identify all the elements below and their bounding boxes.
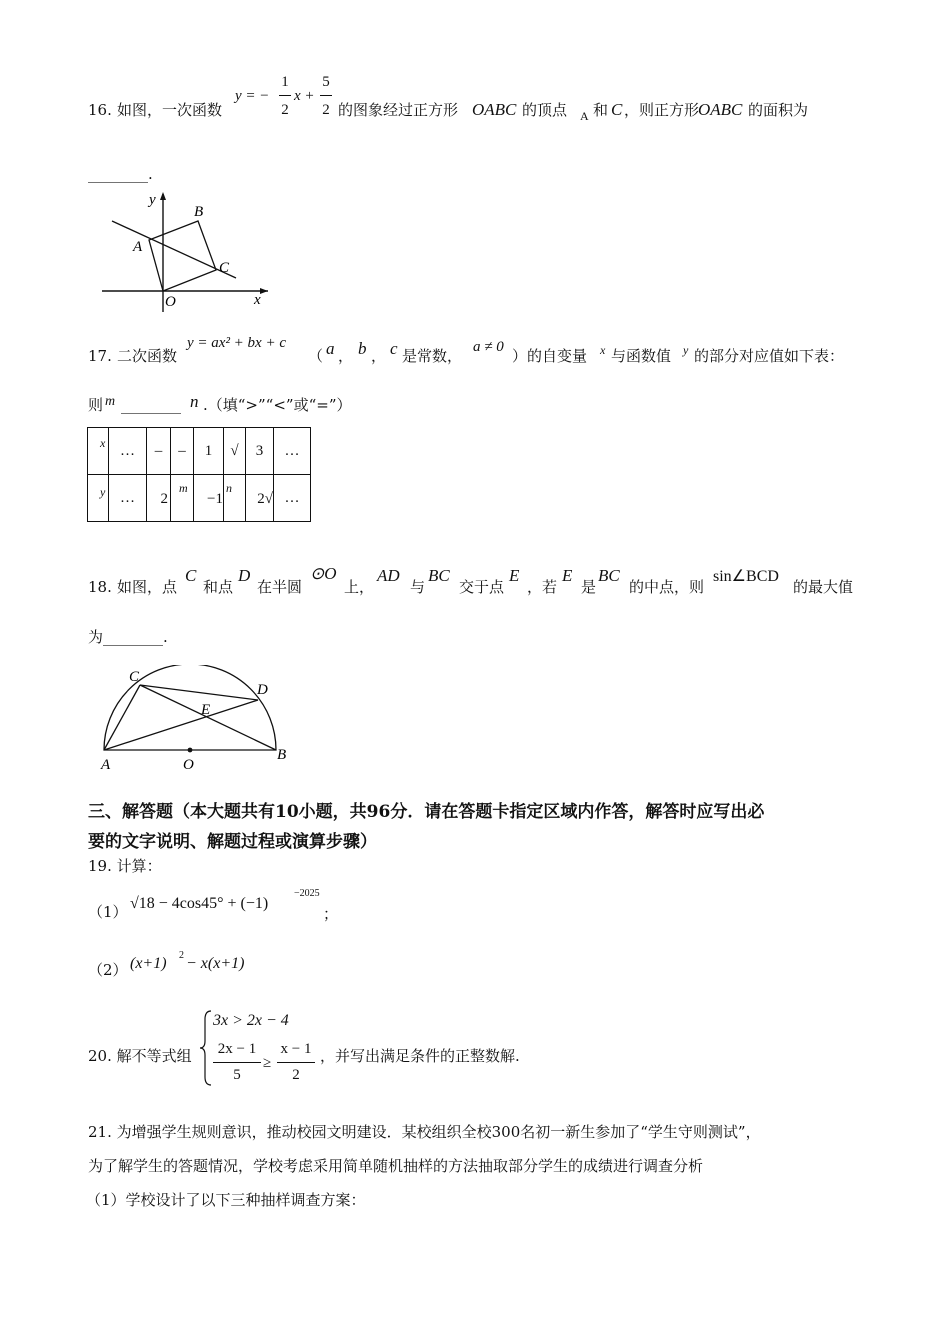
q18-text-2: 和点 <box>203 578 234 596</box>
q19-title: 19. 计算： <box>88 857 162 875</box>
label-B: B <box>194 204 204 220</box>
q17-comma-1: ， <box>338 347 354 365</box>
q17-answer-blank: ________ <box>121 396 181 414</box>
q17-b: b <box>358 339 367 358</box>
q18-point-E-2: E <box>562 566 573 585</box>
q20-brace <box>199 1009 213 1087</box>
q18-figure <box>95 665 295 775</box>
table-cell: 3 <box>246 428 274 475</box>
q16-number: 16. <box>88 101 112 119</box>
table-cell: y <box>88 475 109 522</box>
q17-line2-post: .（填“>”“<”或“=”） <box>203 396 352 414</box>
table-cell: n <box>224 475 246 522</box>
linear-function-line <box>112 221 236 278</box>
table-cell: 2 <box>147 475 171 522</box>
q18-point-E: E <box>509 566 520 585</box>
q20-frac2-den: 2 <box>292 1067 300 1083</box>
q19-part1-end: ； <box>323 905 339 923</box>
q18-sin-bcd: sin∠BCD <box>713 568 779 585</box>
q18-text-7: ，若 <box>527 578 558 596</box>
table-cell: 2√ <box>246 475 274 522</box>
table-cell: … <box>109 475 147 522</box>
q18-point-C: C <box>185 566 197 585</box>
q16-figure <box>96 188 276 316</box>
table-cell: – <box>147 428 171 475</box>
q18-text-1: 如图，点 <box>117 578 178 596</box>
label-D: D <box>257 682 268 698</box>
q16-answer-blank: ________. <box>88 165 153 183</box>
q18-text-5: 与 <box>410 578 426 596</box>
q16-text-4: 和 <box>593 101 609 119</box>
q17-text-3: ）的自变量 <box>512 347 588 365</box>
table-cell: – <box>171 428 194 475</box>
x-axis-arrow <box>260 288 268 294</box>
q16-square-1: OABC <box>472 100 517 119</box>
q16-text-3: 的顶点 <box>522 101 568 119</box>
q16-point-C: C <box>611 100 623 119</box>
q16-eq-num1: 1 <box>281 74 289 90</box>
q17-line2-pre: 则 <box>88 396 104 414</box>
q16-text-2: 的图象经过正方形 <box>338 101 459 119</box>
q16-text-5: ，则正方形 <box>624 101 700 119</box>
table-cell: x <box>88 428 109 475</box>
q16-eq-fracline1 <box>279 95 291 96</box>
q18-text-10: 的最大值 <box>793 578 854 596</box>
q16-square-2: OABC <box>698 100 743 119</box>
q18-BC-2: BC <box>598 566 620 585</box>
q16-eq-num2: 5 <box>322 74 330 90</box>
q17-a: a <box>326 339 335 358</box>
table-row-x <box>88 428 311 475</box>
label-x: x <box>254 292 261 308</box>
q17-text-2: 是常数， <box>402 347 463 365</box>
q18-line2: 为________. <box>88 628 168 646</box>
q16-eq-mid: x + <box>294 88 315 104</box>
y-axis-arrow <box>160 192 166 200</box>
q17-m: m <box>105 394 116 409</box>
label-C: C <box>219 260 230 276</box>
table-cell: … <box>274 475 311 522</box>
q16-eq-den2: 2 <box>322 102 330 118</box>
table-cell: … <box>274 428 311 475</box>
q20-frac1-num: 2x − 1 <box>217 1041 257 1057</box>
q18-text-3: 在半圆 <box>257 578 303 596</box>
q17-x: x <box>600 343 606 357</box>
q19-part1-expression: √18 − 4cos45° + (−1) <box>130 895 269 912</box>
label-A: A <box>133 239 143 255</box>
table-cell: … <box>109 428 147 475</box>
segment-CD <box>140 685 258 700</box>
q21-line2: 为了解学生的答题情况，学校考虑采用简单随机抽样的方法抽取部分学生的成绩进行调查分析 <box>88 1157 704 1175</box>
q19-part1-label: （1） <box>88 903 128 921</box>
table-cell: 1 <box>194 428 224 475</box>
q18-BC: BC <box>428 566 450 585</box>
q17-comma-2: ， <box>371 347 387 365</box>
q17-c: c <box>390 339 398 358</box>
q17-text-1: 二次函数 <box>117 347 178 365</box>
q18-point-D: D <box>238 566 251 585</box>
q17-number: 17. <box>88 347 112 365</box>
q16-point-A: A <box>580 109 589 123</box>
label-B: B <box>277 747 287 763</box>
q18-number: 18. <box>88 578 112 596</box>
q19-part2-rest: − x(x+1) <box>186 955 245 972</box>
q16-eq-fracline2 <box>320 95 332 96</box>
q18-text-6: 交于点 <box>459 578 505 596</box>
q19-part2-label: （2） <box>88 961 128 979</box>
q20-frac1-line <box>213 1062 261 1063</box>
q17-y: y <box>683 343 689 357</box>
square-OABC <box>149 221 216 291</box>
q19-part2-expression: (x+1) <box>130 955 167 972</box>
q20-frac2-num: x − 1 <box>280 1041 312 1057</box>
q16-eq-den1: 2 <box>281 102 289 118</box>
q16-text-6: 的面积为 <box>748 101 809 119</box>
q21-line3: （1）学校设计了以下三种抽样调查方案： <box>86 1191 366 1209</box>
q17-equation: y = ax² + bx + c <box>187 335 286 351</box>
q19-part2-exponent: 2 <box>179 950 184 961</box>
table-row-y <box>88 475 311 522</box>
section-3-title-line2: 要的文字说明、解题过程或演算步骤） <box>88 832 377 852</box>
q20-inequality-1: 3x > 2x − 4 <box>213 1012 289 1029</box>
q21-line1: 21. 为增强学生规则意识，推动校园文明建设．某校组织全校300名初一新生参加了“学生守则测试”， <box>88 1123 761 1141</box>
q18-semicircle: ⊙O <box>310 564 337 583</box>
q17-text-5: 的部分对应值如下表： <box>694 347 845 365</box>
q18-text-4: 上， <box>344 578 375 596</box>
q20-tail: ，并写出满足条件的正整数解. <box>320 1047 520 1065</box>
q17-n: n <box>190 392 199 411</box>
q20-ge-sign: ≥ <box>263 1055 272 1071</box>
q18-text-9: 的中点，则 <box>629 578 705 596</box>
label-A: A <box>101 757 111 773</box>
q16-text-1: 如图，一次函数 <box>117 101 223 119</box>
q17-text-4: 与函数值 <box>611 347 672 365</box>
q17-condition: a ≠ 0 <box>473 339 504 355</box>
q18-text-8: 是 <box>581 578 597 596</box>
section-3-title-line1: 三、解答题（本大题共有10小题，共96分．请在答题卡指定区域内作答，解答时应写出必 <box>88 802 765 822</box>
table-cell: −1 <box>194 475 224 522</box>
label-y: y <box>149 192 156 208</box>
center-dot <box>188 748 193 753</box>
q17-paren-open: （ <box>308 347 324 365</box>
table-cell: m <box>171 475 194 522</box>
table-cell: √ <box>224 428 246 475</box>
q20-number-text: 20. 解不等式组 <box>88 1047 192 1065</box>
q19-part1-exponent: −2025 <box>294 888 320 899</box>
q17-value-table <box>87 427 311 522</box>
q20-frac2-line <box>277 1062 315 1063</box>
label-O: O <box>183 757 194 773</box>
q20-frac1-den: 5 <box>233 1067 241 1083</box>
label-O: O <box>165 294 176 310</box>
label-C: C <box>129 669 140 685</box>
q18-AD: AD <box>377 566 400 585</box>
label-E: E <box>201 702 211 718</box>
q16-eq-y: y = − <box>235 88 270 104</box>
